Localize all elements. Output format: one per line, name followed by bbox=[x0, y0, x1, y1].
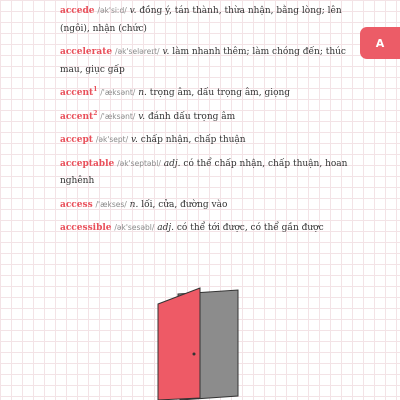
pronunciation: /'ækses/ bbox=[95, 199, 127, 209]
part-of-speech: v. bbox=[129, 6, 137, 16]
entry bbox=[60, 43, 350, 79]
definition: có thể chấp nhận, chấp thuận, hoan nghênh bbox=[60, 158, 348, 186]
entry bbox=[60, 84, 350, 103]
headword: access bbox=[60, 199, 93, 210]
pronunciation: /ək'sept/ bbox=[95, 135, 129, 144]
pronunciation: /ək'sesəbl/ bbox=[114, 223, 155, 232]
definition: chấp nhận, chấp thuận bbox=[140, 135, 246, 145]
headword: accede bbox=[60, 6, 95, 16]
headword: accent$^2$ bbox=[60, 109, 98, 122]
part-of-speech: v. bbox=[162, 47, 170, 57]
definition: lối, cửa, đường vào bbox=[141, 199, 228, 210]
door-knob bbox=[193, 353, 196, 356]
part-of-speech: n. bbox=[129, 199, 139, 210]
definition: làm nhanh thêm; làm chóng đến; thúc mau, giục gấp bbox=[60, 47, 346, 75]
definition: trọng âm, dấu trọng âm, giọng bbox=[149, 88, 291, 98]
headword: accelerate bbox=[60, 47, 113, 57]
letter-tab[interactable] bbox=[360, 27, 400, 59]
pronunciation: /ək'seləreɪt/ bbox=[115, 47, 160, 56]
part-of-speech: v. bbox=[138, 111, 146, 122]
entry bbox=[60, 108, 350, 127]
entry bbox=[60, 131, 350, 150]
pronunciation: /'æksənt/ bbox=[100, 111, 136, 121]
headword: accessible bbox=[60, 223, 112, 233]
pronunciation: /'æksənt/ bbox=[100, 88, 136, 97]
pronunciation: /ək'siːd/ bbox=[97, 6, 127, 15]
part-of-speech: adj. bbox=[157, 223, 175, 233]
door-leaf bbox=[158, 288, 200, 400]
headword: accept bbox=[60, 135, 93, 145]
part-of-speech: adj. bbox=[163, 158, 181, 169]
pronunciation: /ək'septəbl/ bbox=[117, 158, 161, 168]
letter-tab-label: A bbox=[375, 36, 385, 50]
headword: acceptable bbox=[60, 158, 115, 169]
definition: có thể tới được, có thể gần được bbox=[176, 223, 324, 233]
part-of-speech: v. bbox=[131, 135, 138, 145]
part-of-speech: n. bbox=[138, 88, 147, 98]
entry bbox=[60, 196, 350, 215]
headword: accent$^1$ bbox=[60, 86, 98, 98]
open-door-icon bbox=[150, 278, 270, 400]
definition: đồng ý, tán thành, thừa nhận, bằng lòng; lên (ngôi), nhận (chức) bbox=[60, 6, 342, 34]
entry bbox=[60, 155, 350, 191]
definition: đánh dấu trọng âm bbox=[147, 111, 236, 122]
entry bbox=[60, 2, 350, 38]
entry bbox=[60, 219, 350, 238]
entry-list bbox=[60, 2, 350, 243]
